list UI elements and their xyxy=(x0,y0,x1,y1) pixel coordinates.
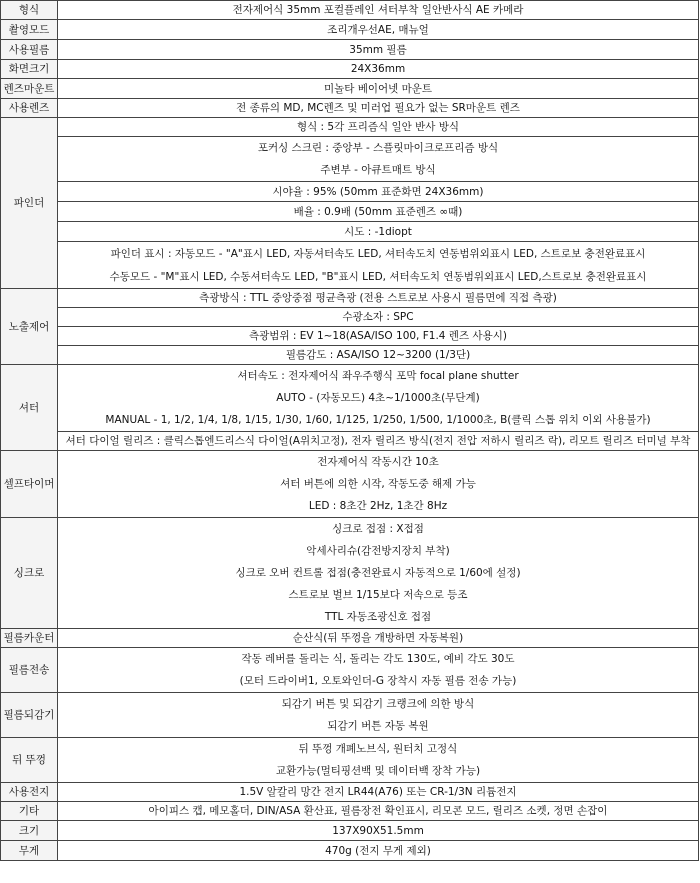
table-row xyxy=(1,783,699,802)
row-value: 470g (전지 무게 제외) xyxy=(58,841,699,861)
value-line: 스트로보 벌브 1/15보다 저속으로 등조 xyxy=(288,589,468,601)
table-row xyxy=(1,841,699,861)
row-label: 셀프타이머 xyxy=(1,451,58,518)
row-value: 순산식(뒤 뚜껑을 개방하면 자동복원) xyxy=(58,629,699,648)
table-row xyxy=(1,40,699,60)
row-label: 필름카운터 xyxy=(1,629,58,648)
row-value: 전 종류의 MD, MC렌즈 및 미러업 필요가 없는 SR마운트 렌즈 xyxy=(58,99,699,118)
value-line: 포커싱 스크린 : 중앙부 - 스플릿마이크로프리즘 방식 xyxy=(257,142,499,154)
value-line: 악세사리슈(감전방지장치 부착) xyxy=(306,545,450,557)
table-row xyxy=(1,802,699,821)
row-label: 사용렌즈 xyxy=(1,99,58,118)
row-value xyxy=(58,518,699,629)
row-value: 필름감도 : ASA/ISO 12~3200 (1/3단) xyxy=(58,346,699,365)
row-value xyxy=(58,693,699,738)
table-row xyxy=(1,365,699,432)
table-row xyxy=(1,137,699,182)
value-line: AUTO - (자동모드) 4초~1/1000초(무단계) xyxy=(276,392,480,404)
value-line: 싱크로 오버 컨트롤 접점(충전완료시 자동적으로 1/60에 설정) xyxy=(235,567,521,579)
table-row xyxy=(1,242,699,289)
value-line: MANUAL - 1, 1/2, 1/4, 1/8, 1/15, 1/30, 1/60, 1/125, 1/250, 1/500, 1/1000초, B(클릭 스톱 위치 이외 사용불가) xyxy=(105,414,651,426)
row-label: 렌즈마운트 xyxy=(1,79,58,99)
value-line: 되감기 버튼 자동 복원 xyxy=(327,720,429,732)
row-value: 24X36mm xyxy=(58,60,699,79)
table-row xyxy=(1,346,699,365)
row-value xyxy=(58,365,699,432)
table-row xyxy=(1,693,699,738)
row-value: 아이피스 캡, 메모홀더, DIN/ASA 환산표, 필름장전 확인표시, 리모콘 모드, 릴리즈 소켓, 정면 손잡이 xyxy=(58,802,699,821)
value-line: 수동모드 - "M"표시 LED, 수동셔터속도 LED, "B"표시 LED, 셔터속도치 연동범위외표시 LED,스트로보 충전완료표시 xyxy=(109,270,647,283)
value-line: 싱크로 접점 : X접점 xyxy=(332,523,424,535)
row-label: 크기 xyxy=(1,821,58,841)
row-value: 조리개우선AE, 매뉴얼 xyxy=(58,20,699,40)
row-value xyxy=(58,137,699,182)
table-row xyxy=(1,451,699,518)
row-label: 파인더 xyxy=(1,118,58,289)
value-line: 작동 레버를 돌리는 식, 돌리는 각도 130도, 예비 각도 30도 xyxy=(241,653,515,665)
value-line: LED : 8초간 2Hz, 1초간 8Hz xyxy=(308,500,448,512)
row-label: 사용전지 xyxy=(1,783,58,802)
row-label: 사용필름 xyxy=(1,40,58,60)
value-line: TTL 자동조광신호 접점 xyxy=(324,611,432,623)
row-value xyxy=(58,242,699,289)
table-row xyxy=(1,289,699,308)
table-row xyxy=(1,327,699,346)
row-label: 셔터 xyxy=(1,365,58,451)
row-value: 137X90X51.5mm xyxy=(58,821,699,841)
row-label: 기타 xyxy=(1,802,58,821)
row-value: 수광소자 : SPC xyxy=(58,308,699,327)
row-value xyxy=(58,451,699,518)
row-value: 배율 : 0.9배 (50mm 표준렌즈 ∞때) xyxy=(58,202,699,222)
value-line: 뒤 뚜껑 개폐노브식, 원터치 고정식 xyxy=(298,743,458,755)
row-value: 전자제어식 35mm 포컬플레인 셔터부착 일안반사식 AE 카메라 xyxy=(58,1,699,20)
table-row xyxy=(1,20,699,40)
table-row xyxy=(1,432,699,451)
row-value: 측광방식 : TTL 중앙중점 평균측광 (전용 스트로보 사용시 필름면에 직접 측광) xyxy=(58,289,699,308)
table-row xyxy=(1,629,699,648)
value-line: 주변부 - 아큐트매트 방식 xyxy=(320,164,436,176)
row-value: 시야율 : 95% (50mm 표준화면 24X36mm) xyxy=(58,182,699,202)
table-row xyxy=(1,648,699,693)
row-value: 시도 : -1diopt xyxy=(58,222,699,242)
table-row xyxy=(1,308,699,327)
table-row xyxy=(1,79,699,99)
table-row xyxy=(1,202,699,222)
table-row xyxy=(1,99,699,118)
row-label: 노출제어 xyxy=(1,289,58,365)
row-value: 셔터 다이얼 릴리즈 : 클릭스톱엔드리스식 다이얼(A위치고정), 전자 릴리즈 방식(전지 전압 저하시 릴리즈 락), 리모트 릴리즈 터미널 부착 xyxy=(58,432,699,451)
row-label: 필름되감기 xyxy=(1,693,58,738)
row-value: 미놀타 베이어넷 마운트 xyxy=(58,79,699,99)
row-value: 35mm 필름 xyxy=(58,40,699,60)
value-line: 파인더 표시 : 자동모드 - "A"표시 LED, 자동셔터속도 LED, 셔터속도치 연동범위외표시 LED, 스트로보 충전완료표시 xyxy=(110,247,646,260)
value-line: 전자제어식 작동시간 10초 xyxy=(317,456,439,468)
row-label: 촬영모드 xyxy=(1,20,58,40)
row-label: 화면크기 xyxy=(1,60,58,79)
table-row xyxy=(1,518,699,629)
value-line: 셔터 버튼에 의한 시작, 작동도중 해제 가능 xyxy=(280,478,476,490)
table-row xyxy=(1,60,699,79)
value-line: 되감기 버튼 및 되감기 크랭크에 의한 방식 xyxy=(281,698,475,710)
row-value: 측광범위 : EV 1~18(ASA/ISO 100, F1.4 렌즈 사용시) xyxy=(58,327,699,346)
table-row xyxy=(1,821,699,841)
row-label: 형식 xyxy=(1,1,58,20)
table-row xyxy=(1,1,699,20)
table-row xyxy=(1,182,699,202)
row-value: 형식 : 5각 프리즘식 일안 반사 방식 xyxy=(58,118,699,137)
row-value: 1.5V 알칼리 망간 전지 LR44(A76) 또는 CR-1/3N 리튬전지 xyxy=(58,783,699,802)
row-value xyxy=(58,648,699,693)
row-label: 뒤 뚜껑 xyxy=(1,738,58,783)
row-label: 무게 xyxy=(1,841,58,861)
row-label: 싱크로 xyxy=(1,518,58,629)
row-label: 필름전송 xyxy=(1,648,58,693)
table-row xyxy=(1,222,699,242)
value-line: 교환가능(멀티핑션백 및 데이터백 장착 가능) xyxy=(275,765,481,777)
value-line: 셔터속도 : 전자제어식 좌우주행식 포막 focal plane shutter xyxy=(237,370,519,382)
table-row xyxy=(1,738,699,783)
value-line: (모터 드라이버1, 오토와인더-G 장착시 자동 필름 전송 가능) xyxy=(239,675,517,687)
table-row xyxy=(1,118,699,137)
row-value xyxy=(58,738,699,783)
